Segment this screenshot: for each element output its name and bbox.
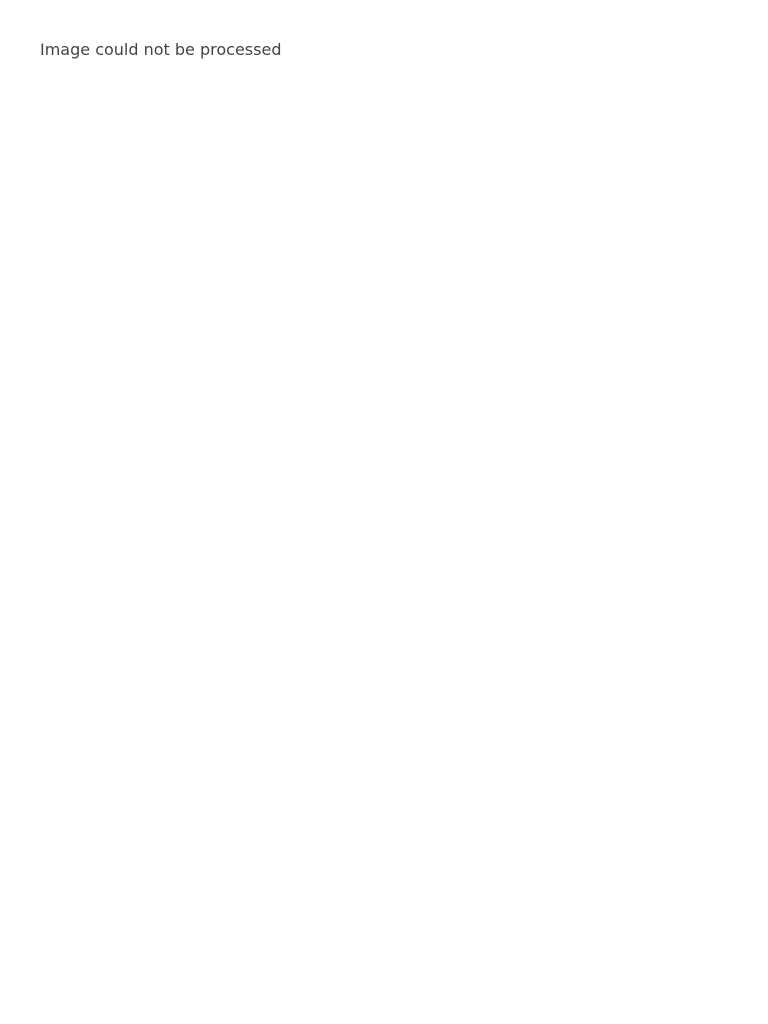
placeholder-message: Image could not be processed bbox=[40, 40, 282, 59]
